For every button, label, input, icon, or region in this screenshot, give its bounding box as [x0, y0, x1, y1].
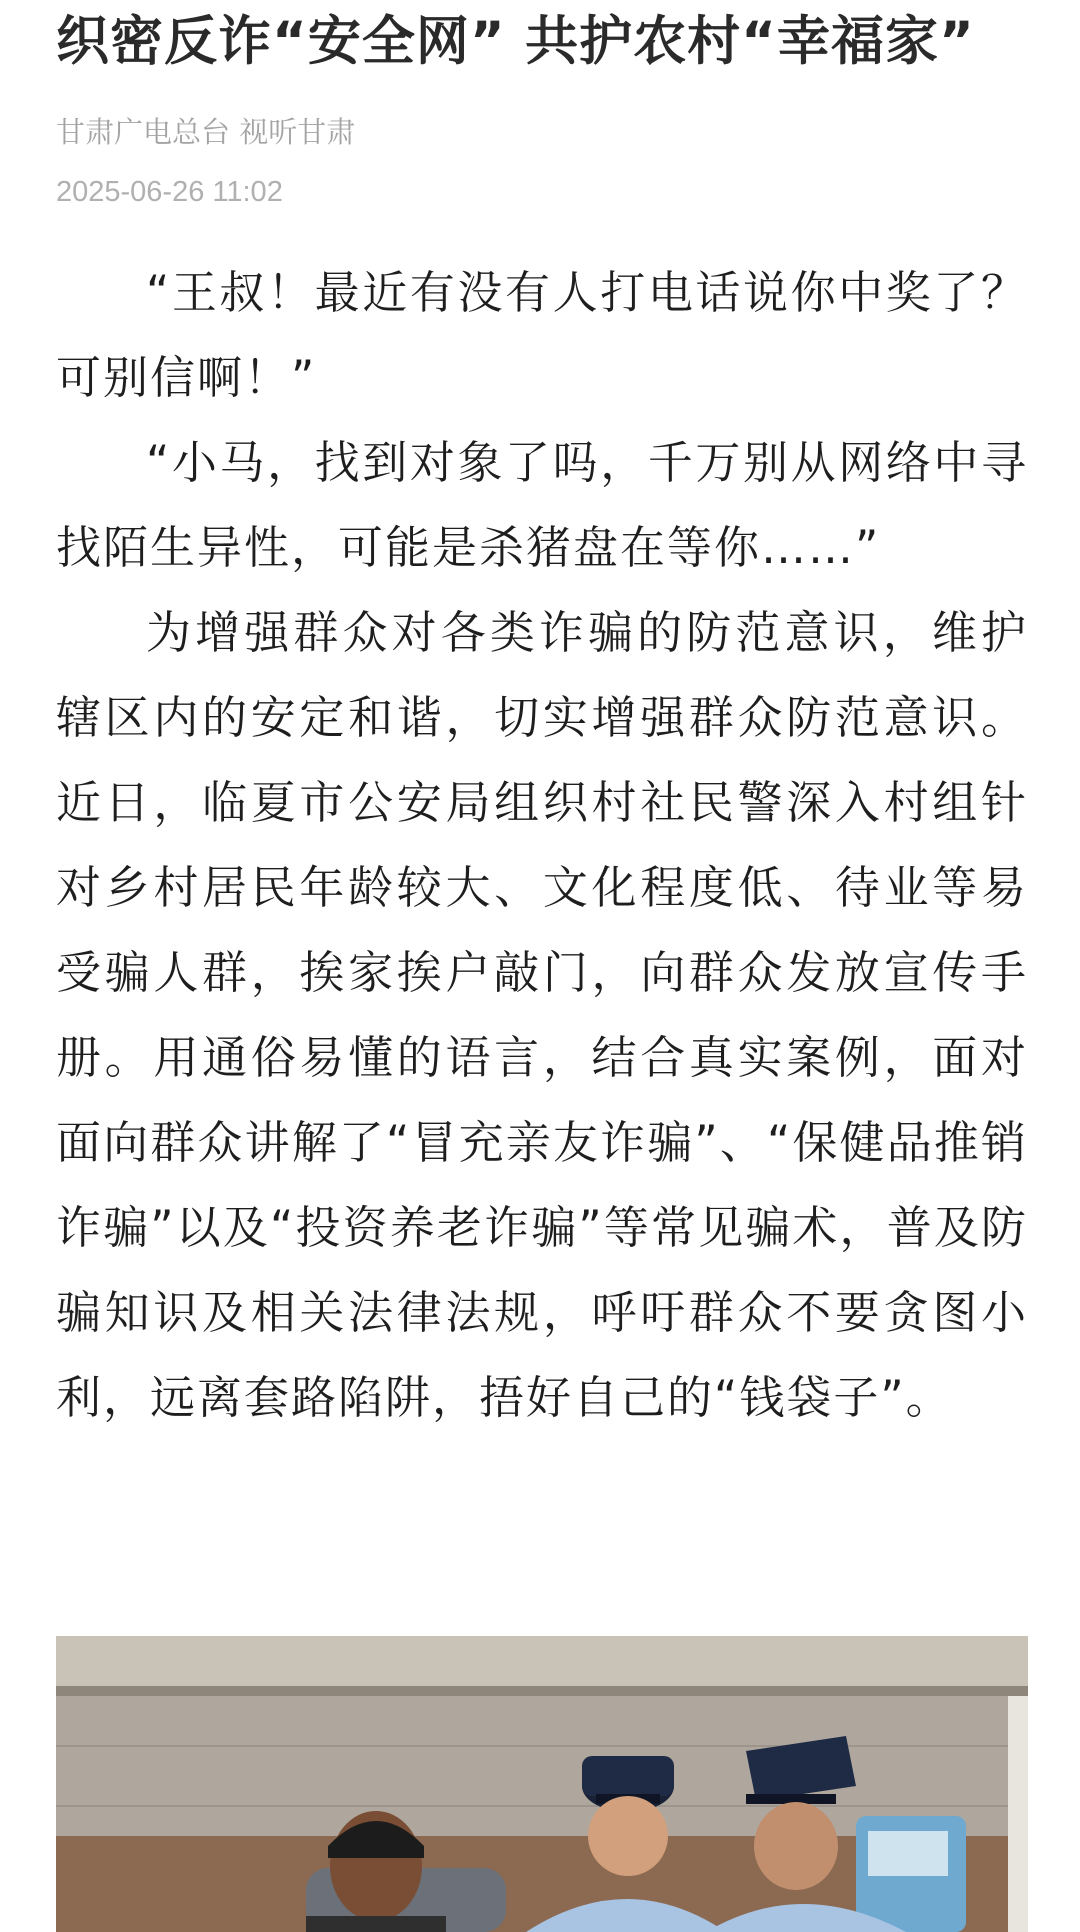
photo-police-visit-image	[56, 1636, 1028, 1932]
article-paragraph: “小马，找到对象了吗，千万别从网络中寻找陌生异性，可能是杀猪盘在等你……”	[56, 436, 1028, 574]
article-date: 2025-06-26 11:02	[56, 176, 283, 208]
article-paragraph: 为增强群众对各类诈骗的防范意识，维护辖区内的安定和谐，切实增强群众防范意识。近日，临夏市公安局组织村社民警深入村组针对乡村居民年龄较大、文化程度低、待业等易受骗人群，挨家挨户敲门，向群众发放宣传手册。用通俗易懂的语言，结合真实案例，面对面向群众讲解了“冒充亲友诈骗”、“保健品推销诈骗”以及“投资养老诈骗”等常见骗术，普及防骗知识及相关法律法规，呼吁群众不要贪图小利，远离套路陷阱，捂好自己的“钱袋子”。	[56, 606, 1028, 1424]
article-paragraph: “王叔！最近有没有人打电话说你中奖了？可别信啊！”	[56, 266, 1028, 404]
article-title: 织密反诈“安全网” 共护农村“幸福家”	[56, 11, 975, 72]
article-body	[56, 250, 1028, 1440]
article-photo[interactable]	[56, 1636, 1028, 1932]
article-source[interactable]: 甘肃广电总台 视听甘肃	[56, 115, 356, 149]
